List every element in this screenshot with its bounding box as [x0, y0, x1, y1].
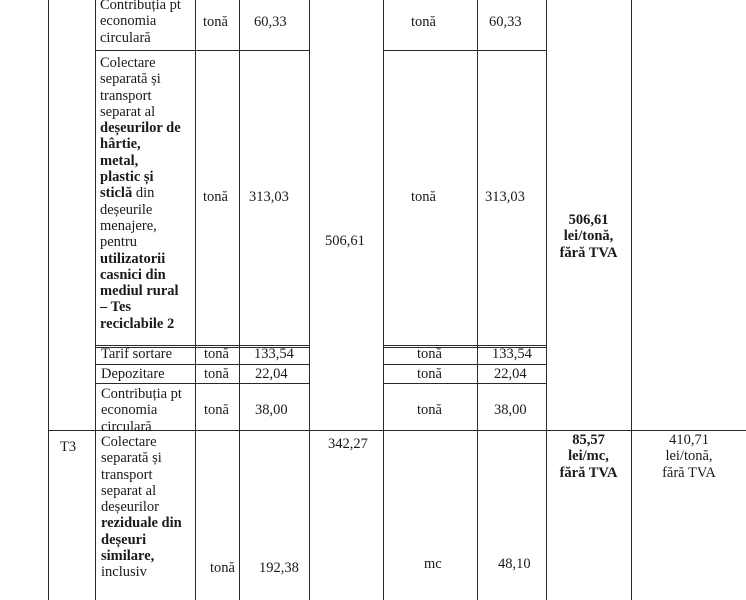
label-line: economia — [101, 402, 158, 419]
row6-code: T3 — [60, 439, 77, 455]
row2-label — [100, 55, 181, 332]
row1-value2: 60,33 — [489, 14, 522, 30]
label-line: Colectare — [101, 434, 157, 450]
label-line: similare, — [101, 548, 155, 565]
col-line — [383, 0, 384, 600]
row4-value2: 22,04 — [494, 366, 527, 382]
row5-value: 38,00 — [255, 402, 288, 418]
label-line: menajere, — [100, 217, 157, 234]
row1-value: 60,33 — [254, 14, 287, 30]
tariff-line: fără TVA — [559, 464, 618, 481]
row4-unit2: tonă — [417, 366, 442, 382]
col-line — [631, 0, 632, 600]
label-line: transport — [101, 466, 153, 483]
row2-value: 313,03 — [249, 189, 289, 205]
label-line: plastic și — [100, 169, 154, 186]
label-line: deșeuri — [101, 531, 147, 548]
row3-value2: 133,54 — [492, 346, 532, 362]
tariff-line: 85,57 — [572, 432, 605, 448]
row-line — [95, 383, 310, 384]
label-line: separată și — [101, 450, 162, 467]
row-line — [383, 364, 547, 365]
label-line: economia — [100, 13, 157, 30]
row5-unit2: tonă — [417, 402, 442, 418]
row6-tariff2 — [632, 432, 746, 481]
row6-label — [101, 434, 182, 581]
row2-unit2: tonă — [411, 189, 436, 205]
row3-value: 133,54 — [254, 346, 294, 362]
tariff-line: fără TVA — [559, 244, 618, 261]
label-line: hârtie, — [100, 136, 141, 153]
row2-total: 506,61 — [325, 233, 365, 249]
tariff-line: 506,61 — [568, 212, 609, 228]
label-line: transport — [100, 87, 152, 104]
row6-tariff — [546, 432, 631, 481]
tariff-line: fără TVA — [662, 464, 716, 481]
row6-value2: 48,10 — [498, 556, 531, 572]
label-line: pentru — [100, 234, 138, 251]
row6-unit: tonă — [210, 560, 235, 576]
row1-unit2: tonă — [411, 14, 436, 30]
label-line: reziduale din — [101, 515, 182, 532]
label-line: – Tes — [100, 299, 132, 316]
row2-tariff — [546, 212, 631, 261]
label-line: Contribuția pt — [101, 386, 182, 402]
row2-value2: 313,03 — [485, 189, 525, 205]
label-line: separat al — [100, 103, 156, 120]
tariff-line: lei/tonă, — [563, 228, 614, 245]
label-line: separată și — [100, 71, 161, 88]
label-line: casnici din — [100, 266, 166, 283]
label-line: mediul rural — [100, 283, 179, 300]
label-line-mixed — [100, 185, 181, 201]
label-line: separat al — [101, 482, 157, 499]
row6-total: 342,27 — [328, 436, 368, 452]
label-line: deșeurilor — [101, 499, 159, 516]
row1-label — [100, 0, 181, 46]
row4-unit: tonă — [204, 366, 229, 382]
row4-value: 22,04 — [255, 366, 288, 382]
tariff-line: lei/tonă, — [665, 448, 713, 465]
label-line: deșeurilor de — [100, 120, 181, 137]
label-regular-part: din — [132, 185, 155, 202]
row3-unit2: tonă — [417, 346, 442, 362]
row1-unit: tonă — [203, 14, 228, 30]
row-line — [383, 383, 547, 384]
col-line — [195, 0, 196, 600]
col-line — [48, 0, 49, 600]
label-bold-part: sticlă — [100, 185, 133, 202]
col-line — [477, 0, 478, 600]
label-line: Colectare — [100, 55, 156, 71]
row5-value2: 38,00 — [494, 402, 527, 418]
label-line: circulară — [101, 418, 152, 435]
tariff-line: 410,71 — [669, 432, 709, 448]
row2-unit: tonă — [203, 189, 228, 205]
row4-label: Depozitare — [101, 366, 165, 382]
col-line — [309, 0, 310, 600]
row-line — [95, 50, 310, 51]
col-line — [239, 0, 240, 600]
row3-label: Tarif sortare — [101, 346, 173, 362]
row3-unit: tonă — [204, 346, 229, 362]
row6-unit2: mc — [424, 556, 442, 572]
row5-unit: tonă — [204, 402, 229, 418]
row6-value: 192,38 — [259, 560, 299, 576]
row-line — [95, 364, 310, 365]
label-line: utilizatorii — [100, 250, 166, 267]
col-line — [546, 0, 547, 600]
row-line — [383, 50, 547, 51]
label-line: reciclabile 2 — [100, 315, 175, 332]
label-line: Contribuția pt — [100, 0, 181, 13]
row5-label — [101, 386, 182, 435]
label-line: deșeurile — [100, 201, 153, 218]
label-line: metal, — [100, 152, 139, 169]
tariff-line: lei/mc, — [568, 448, 609, 465]
label-line: circulară — [100, 29, 151, 46]
label-line: inclusiv — [101, 564, 147, 581]
col-line — [95, 0, 96, 600]
